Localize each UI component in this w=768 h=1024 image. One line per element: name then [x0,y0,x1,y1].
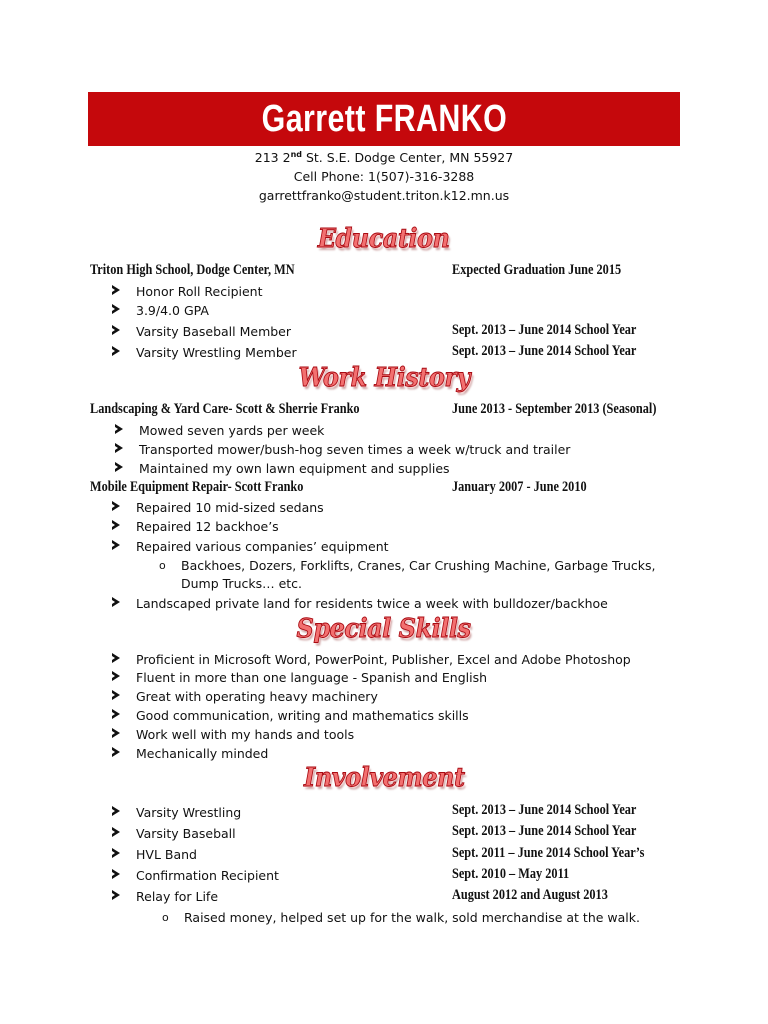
address [0,150,768,165]
list-item: Varsity Wrestling [136,805,241,820]
arrow-bullet-icon [115,443,123,453]
work-history-heading: Work History [298,363,470,393]
sub-list-item: o Raised money, helped set up for the walk, sold merchandise at the walk. [162,910,640,925]
education-heading: Education [318,224,450,254]
list-item: Transported mower/bush-hog seven times a week w/truck and trailer [139,442,570,457]
arrow-bullet-icon [112,890,120,900]
arrow-bullet-icon [112,690,120,700]
list-item: Proficient in Microsoft Word, PowerPoint, Publisher, Excel and Adobe Photoshop [136,652,631,667]
item-date: August 2012 and August 2013 [452,887,608,903]
item-date: Sept. 2011 – June 2014 School Year’s [452,845,645,861]
circle-bullet-icon: o [162,911,169,924]
circle-bullet-icon: o [159,559,166,572]
item-date: Sept. 2010 – May 2011 [452,866,570,882]
list-item: Relay for Life [136,889,218,904]
address-street: St. S.E. Dodge Center, MN 55927 [302,150,514,166]
arrow-bullet-icon [112,346,120,356]
arrow-bullet-icon [112,806,120,816]
arrow-bullet-icon [112,285,120,295]
item-date: Sept. 2013 – June 2014 School Year [452,823,637,839]
arrow-bullet-icon [112,501,120,511]
list-item: Good communication, writing and mathematics skills [136,708,469,723]
list-item: Work well with my hands and tools [136,727,354,742]
item-date: Sept. 2013 – June 2014 School Year [452,802,637,818]
job-date: January 2007 - June 2010 [452,479,587,495]
arrow-bullet-icon [112,597,120,607]
arrow-bullet-icon [112,540,120,550]
arrow-bullet-icon [115,424,123,434]
arrow-bullet-icon [112,520,120,530]
list-item: Varsity Baseball [136,826,236,841]
list-item: HVL Band [136,847,197,862]
list-item: 3.9/4.0 GPA [136,303,209,318]
list-item: Great with operating heavy machinery [136,689,378,704]
arrow-bullet-icon [112,304,120,314]
list-item: Maintained my own lawn equipment and supplies [139,461,450,476]
arrow-bullet-icon [112,728,120,738]
sub-list-item: o Backhoes, Dozers, Forklifts, Cranes, Car Crushing Machine, Garbage Trucks, Dump Trucks… etc. [159,558,656,591]
item-date: Sept. 2013 – June 2014 School Year [452,322,637,338]
list-item: Repaired 12 backhoe’s [136,519,279,534]
arrow-bullet-icon [112,671,120,681]
school-name: Triton High School, Dodge Center, MN [90,262,295,278]
job-date: June 2013 - September 2013 (Seasonal) [452,401,657,417]
phone: Cell Phone: 1(507)-316-3288 [293,169,475,184]
special-skills-heading: Special Skills [297,614,471,644]
list-item: Honor Roll Recipient [136,284,263,299]
list-item: Repaired 10 mid-sized sedans [136,500,324,515]
name-banner [88,92,680,146]
job-title: Landscaping & Yard Care- Scott & Sherrie Franko [90,401,360,417]
arrow-bullet-icon [112,325,120,335]
list-item: Landscaped private land for residents twice a week with bulldozer/backhoe [136,596,608,611]
list-item: Mechanically minded [136,746,268,761]
graduation-date: Expected Graduation June 2015 [452,262,622,278]
email: garrettfranko@student.triton.k12.mn.us [258,188,510,203]
list-item: Mowed seven yards per week [139,423,324,438]
arrow-bullet-icon [112,653,120,663]
list-item: Confirmation Recipient [136,868,279,883]
involvement-heading: Involvement [303,763,465,793]
list-item: Fluent in more than one language - Spanish and English [136,670,487,685]
list-item: Repaired various companies’ equipment [136,539,389,554]
item-date: Sept. 2013 – June 2014 School Year [452,343,637,359]
address-number: 213 2 [254,150,291,166]
candidate-name: Garrett FRANKO [261,97,507,140]
arrow-bullet-icon [112,747,120,757]
arrow-bullet-icon [115,462,123,472]
arrow-bullet-icon [112,709,120,719]
arrow-bullet-icon [112,848,120,858]
list-item: Varsity Wrestling Member [136,345,297,360]
arrow-bullet-icon [112,827,120,837]
list-item: Varsity Baseball Member [136,324,291,339]
job-title: Mobile Equipment Repair- Scott Franko [90,479,304,495]
address-ordinal: nd [290,150,302,159]
arrow-bullet-icon [112,869,120,879]
